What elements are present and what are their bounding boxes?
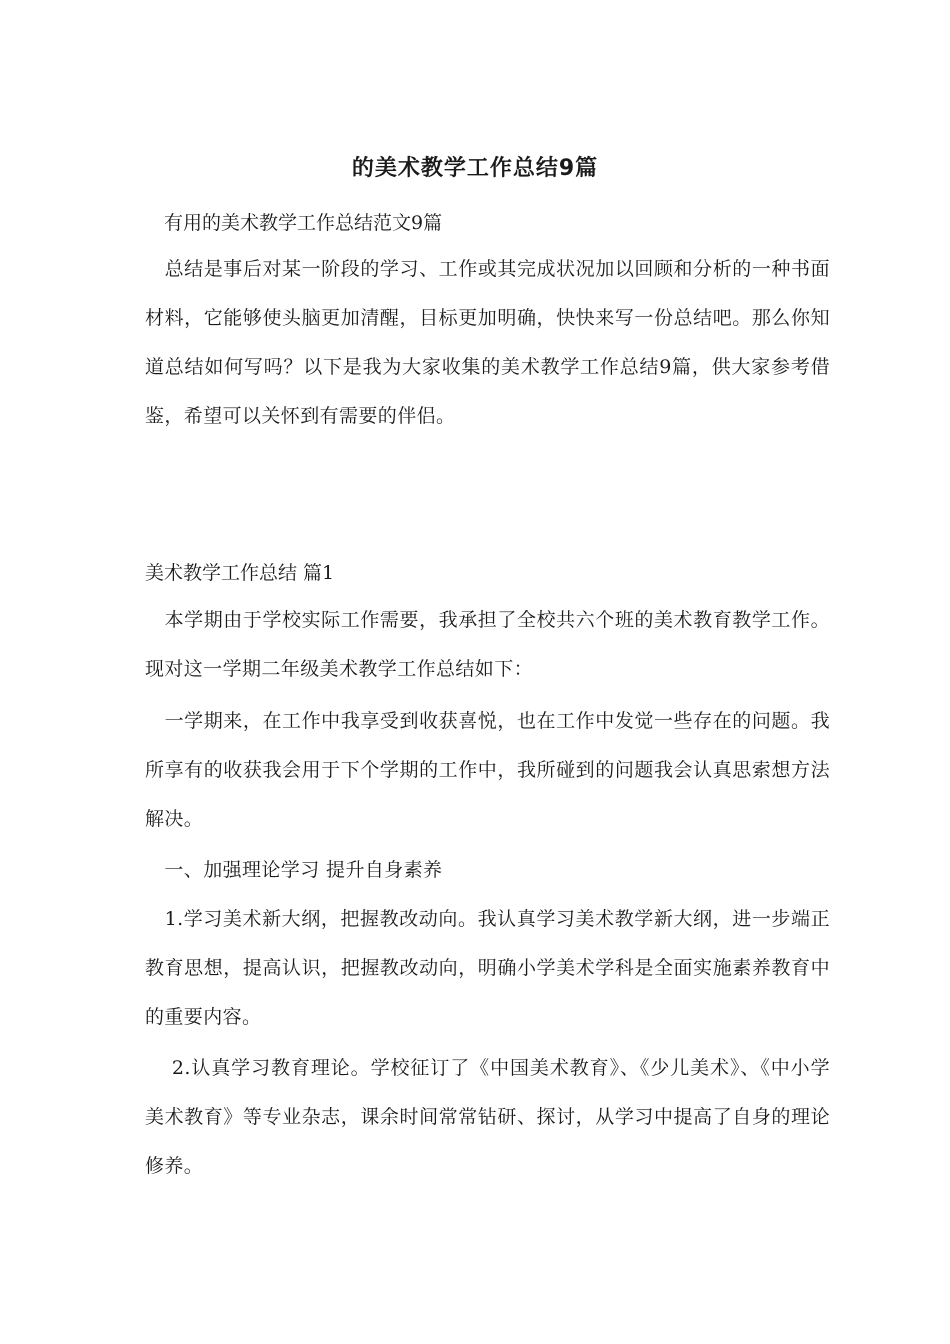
document-title: 的美术教学工作总结9篇 — [351, 156, 599, 181]
body-paragraph-1: 本学期由于学校实际工作需要，我承担了全校共六个班的美术教育教学工作。现对这一学期二年级美术教学工作总结如下： — [145, 609, 830, 680]
section-one-heading: 一、加强理论学习 提升自身素养 — [145, 859, 443, 881]
intro-paragraph: 总结是事后对某一阶段的学习、工作或其完成状况加以回顾和分析的一种书面材料，它能够使头脑更加清醒，目标更加明确，快快来写一份总结吧。那么你知道总结如何写吗？以下是我为大家收集的美术教学工作总结9篇，供大家参考借鉴，希望可以关怀到有需要的伴侣。 — [145, 258, 830, 427]
body-paragraph-3: 1.学习美术新大纲，把握教改动向。我认真学习美术教学新大纲，进一步端正教育思想，提高认识，把握教改动向，明确小学美术学科是全面实施素养教育中的重要内容。 — [145, 908, 830, 1028]
body-paragraph-2: 一学期来，在工作中我享受到收获喜悦，也在工作中发觉一些存在的问题。我所享有的收获我会用于下个学期的工作中，我所碰到的问题我会认真思索想方法解决。 — [145, 710, 830, 830]
document-subtitle: 有用的美术教学工作总结范文9篇 — [164, 212, 443, 234]
section-heading: 美术教学工作总结 篇1 — [145, 562, 335, 584]
body-paragraph-4: 2.认真学习教育理论。学校征订了《中国美术教育》、《少儿美术》、《中小学美术教育》等专业杂志，课余时间常常钻研、探讨，从学习中提高了自身的理论修养。 — [145, 1057, 830, 1177]
